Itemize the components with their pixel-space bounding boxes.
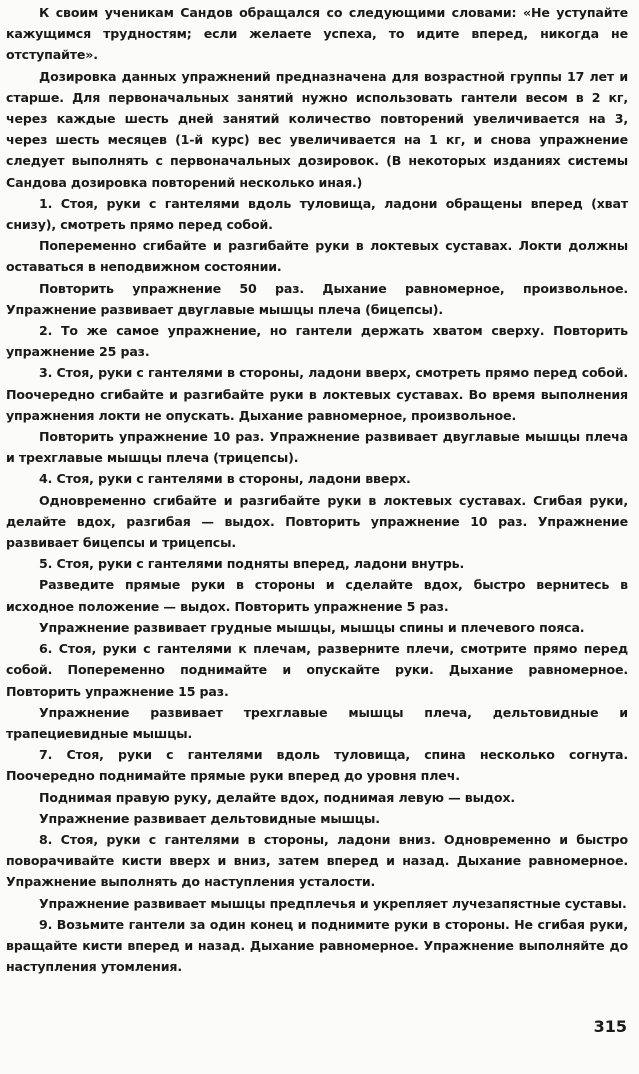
paragraph: Разведите прямые руки в стороны и сделайте вдох, быстро вернитесь в исходное положение — выдох. Повторить упражнение 5 раз.: [6, 577, 628, 614]
paragraph: Повторить упражнение 50 раз. Дыхание равномерное, произвольное. Упражнение развивает двуглавые мышцы плеча (бицепсы).: [6, 280, 628, 317]
page-number: 315: [593, 1017, 627, 1036]
paragraph: Упражнение развивает трехглавые мышцы плеча, дельтовидные и трапециевидные мышцы.: [6, 704, 628, 741]
paragraph: 2. То же самое упражнение, но гантели держать хватом сверху. Повторить упражнение 25 раз.: [6, 323, 628, 360]
paragraph: 4. Стоя, руки с гантелями в стороны, ладони вверх.: [39, 471, 411, 487]
paragraph: Дозировка данных упражнений предназначена для возрастной группы 17 лет и старше. Для первоначальных занятий нужно использовать гантели весом в 2 кг, через каждые шесть дней занятий количество повторений увеличивается на 3, через шесть месяцев (1-й курс) вес увеличивается на 1 кг, и снова упражнение следует выполнять с первоначальных дозировок. (В некоторых изданиях системы Сандова дозировка повторений несколько иная.): [6, 68, 628, 190]
paragraph: 9. Возьмите гантели за один конец и поднимите руки в стороны. Не сгибая руки, вращайте кисти вперед и назад. Дыхание равномерное. Упражнение выполняйте до наступления утомления.: [6, 916, 628, 975]
paragraph: 1. Стоя, руки с гантелями вдоль туловища, ладони обращены вперед (хват снизу), смотреть прямо перед собой.: [6, 195, 628, 233]
paragraph: К своим ученикам Сандов обращался со следующими словами: «Не уступайте кажущимся трудностям; если желаете успеха, то идите вперед, никогда не отступайте».: [6, 5, 628, 63]
body-text: [6, 2, 628, 977]
paragraph: Поднимая правую руку, делайте вдох, поднимая левую — выдох.: [39, 789, 515, 805]
paragraph: Упражнение развивает грудные мышцы, мышцы спины и плечевого пояса.: [39, 619, 585, 635]
paragraph: Упражнение развивает дельтовидные мышцы.: [39, 810, 380, 826]
paragraph: 6. Стоя, руки с гантелями к плечам, разверните плечи, смотрите прямо перед собой. Попеременно поднимайте и опускайте руки. Дыхание равномерное. Повторить упражнение 15 раз.: [6, 641, 628, 699]
paragraph: Упражнение развивает мышцы предплечья и укрепляет лучезапястные суставы.: [39, 895, 627, 911]
paragraph: 3. Стоя, руки с гантелями в стороны, ладони вверх, смотреть прямо перед собой. Поочередно сгибайте и разгибайте руки в локтевых суставах. Во время выполнения упражнения локти не опускать. Дыхание равномерное, произвольное.: [6, 365, 628, 423]
paragraph: Одновременно сгибайте и разгибайте руки в локтевых суставах. Сгибая руки, делайте вдох, разгибая — выдох. Повторить упражнение 10 раз. Упражнение развивает бицепсы и трицепсы.: [6, 492, 628, 551]
paragraph: 7. Стоя, руки с гантелями вдоль туловища, спина несколько согнута. Поочередно поднимайте прямые руки вперед до уровня плеч.: [6, 747, 628, 784]
paragraph: 5. Стоя, руки с гантелями подняты вперед, ладони внутрь.: [39, 556, 465, 572]
paragraph: Попеременно сгибайте и разгибайте руки в локтевых суставах. Локти должны оставаться в неподвижном состоянии.: [6, 238, 628, 275]
paragraph: 8. Стоя, руки с гантелями в стороны, ладони вниз. Одновременно и быстро поворачивайте кисти вверх и вниз, затем вперед и назад. Дыхание равномерное. Упражнение выполнять до наступления усталости.: [6, 831, 628, 890]
paragraph: Повторить упражнение 10 раз. Упражнение развивает двуглавые мышцы плеча и трехглавые мышцы плеча (трицепсы).: [6, 429, 628, 466]
